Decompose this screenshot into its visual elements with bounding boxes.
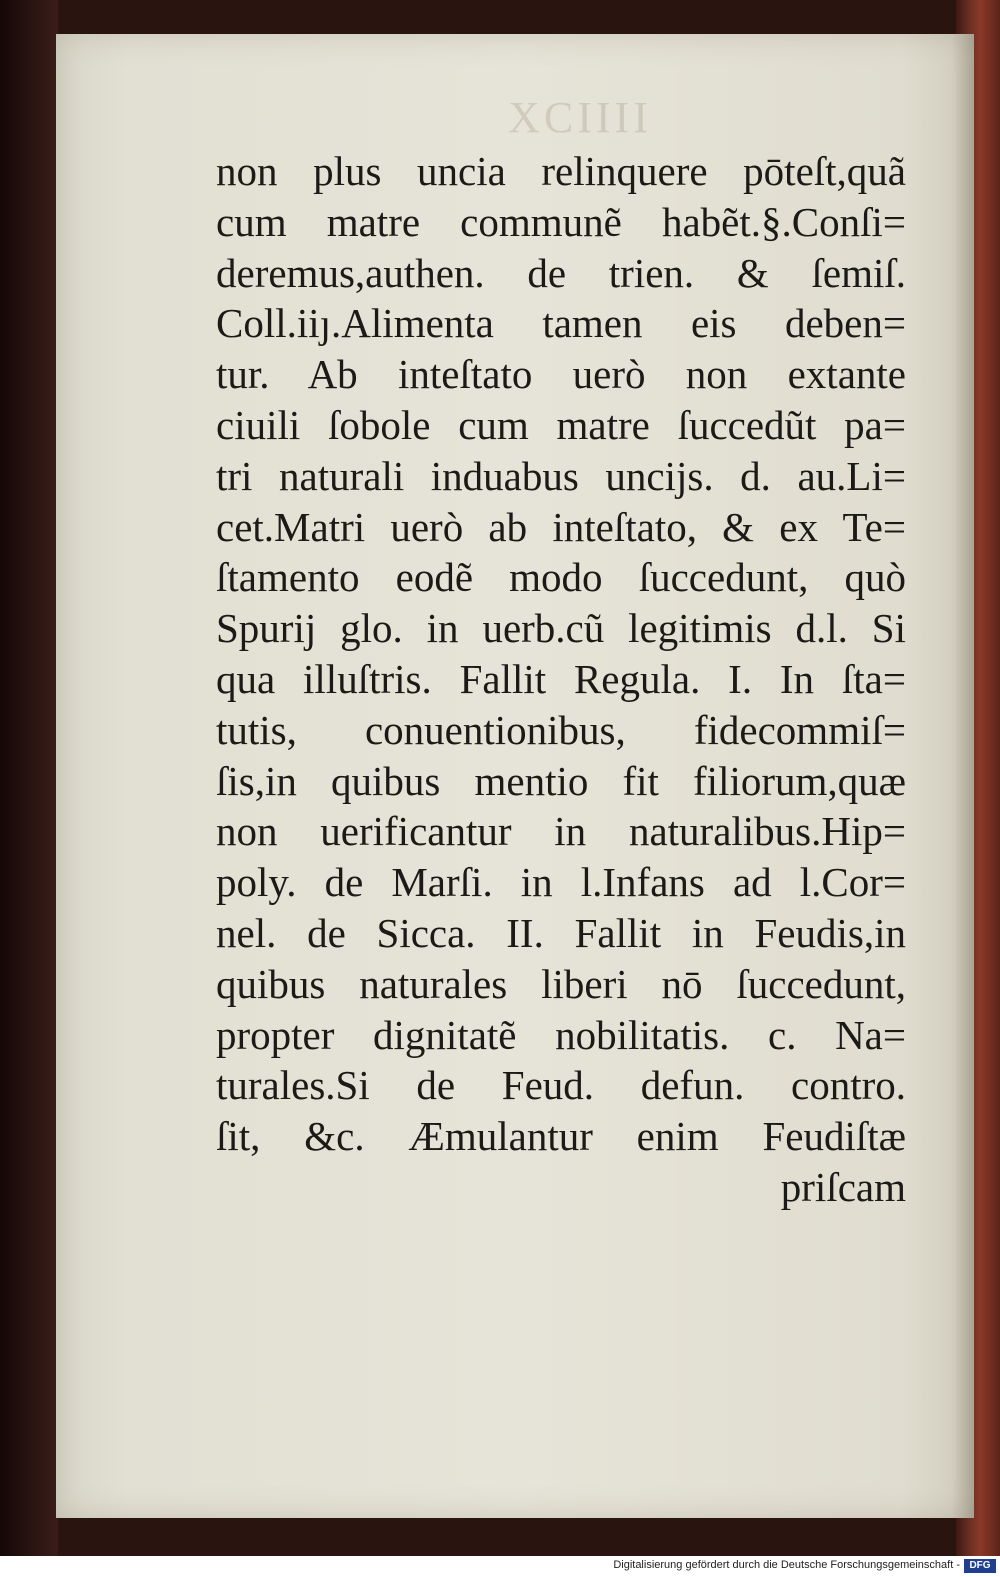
text-line: tri naturali induabus uncijs. d. au.Li= — [216, 452, 906, 499]
catchword: priſcam — [780, 1163, 906, 1210]
text-line: nel. de Sicca. II. Fallit in Feudis,in — [216, 909, 906, 956]
text-line: qua illuſtris. Fallit Regula. I. In ſta= — [216, 655, 906, 702]
text-line: cum matre communẽ habẽt.§.Conſi= — [216, 198, 906, 245]
text-line: tur. Ab inteſtato uerò non extante — [216, 351, 906, 398]
text-line: deremus,authen. de trien. & ſemiſ. — [216, 249, 906, 296]
text-line: poly. de Marſi. in l.Infans ad l.Cor= — [216, 859, 906, 906]
text-line: ſit, &c. Æmulantur enim Feudiſtæ — [216, 1113, 906, 1160]
text-line: propter dignitatẽ nobilitatis. c. Na= — [216, 1011, 906, 1058]
text-line: quibus naturales liberi nō ſuccedunt, — [216, 960, 906, 1007]
dfg-logo: DFG — [964, 1559, 996, 1573]
text-line: turales.Si de Feud. defun. contro. — [216, 1062, 906, 1109]
funding-credit: Digitalisierung gefördert durch die Deutsche Forschungsgemeinschaft - — [613, 1559, 960, 1571]
text-line: tutis, conuentionibus, fidecommiſ= — [216, 706, 906, 753]
footer — [0, 1556, 1000, 1577]
page-edge-shadow — [952, 34, 974, 1518]
book-binding-left — [0, 0, 58, 1556]
text-line: non plus uncia relinquere pōteſt,quã — [216, 148, 906, 194]
running-head-show-through: XCIIII — [508, 93, 652, 142]
body-text — [216, 146, 906, 1213]
text-line: ſtamento eodẽ modo ſuccedunt, quò — [216, 554, 906, 601]
text-line: Coll.iiȷ.Alimenta tamen eis deben= — [216, 300, 906, 347]
text-line: Spurij glo. in uerb.cũ legitimis d.l. Si — [216, 605, 906, 652]
text-line: non uerificantur in naturalibus.Hip= — [216, 808, 906, 855]
text-line: ſis,in quibus mentio fit filiorum,quæ — [216, 757, 906, 804]
text-line: ciuili ſobole cum matre ſuccedũt pa= — [216, 401, 906, 448]
text-line: cet.Matri uerò ab inteſtato, & ex Te= — [216, 503, 906, 550]
